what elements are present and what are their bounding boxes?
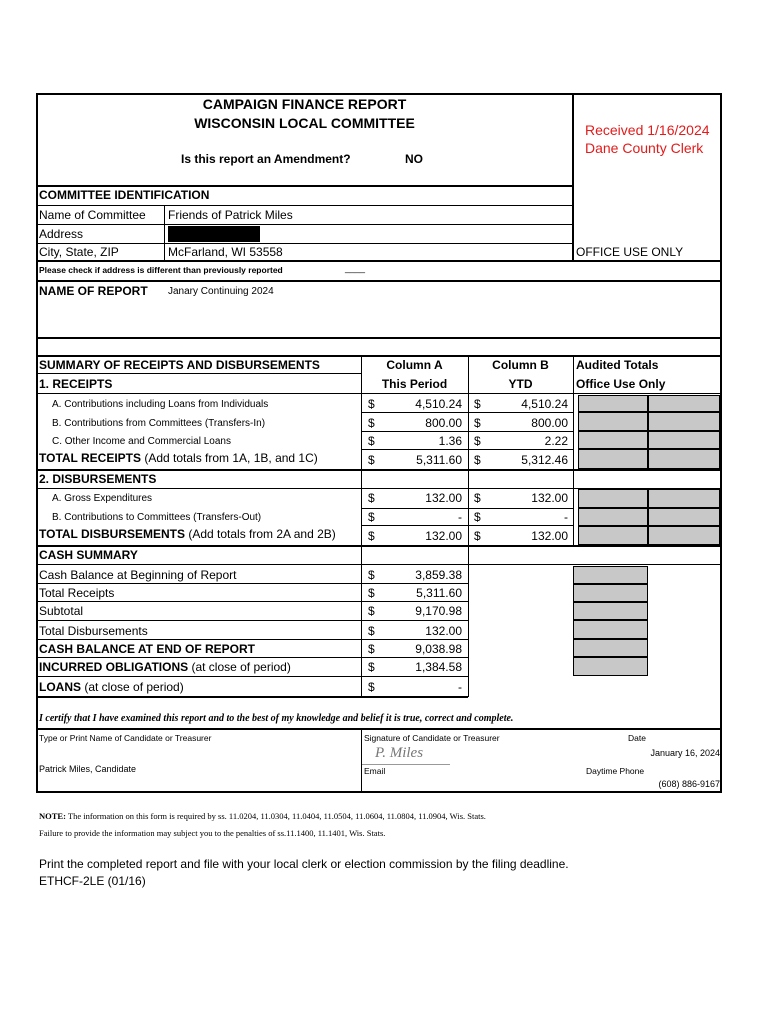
total-receipts-dollar-b: $ bbox=[474, 453, 481, 467]
total-disbursements-col-b: 132.00 bbox=[531, 529, 568, 543]
total-receipts-col-a: 5,311.60 bbox=[416, 453, 462, 467]
audit-cell bbox=[578, 395, 648, 412]
receipt-row-c-col-b: 2.22 bbox=[544, 434, 568, 448]
receipt-row-c-dollar-a: $ bbox=[368, 434, 375, 448]
cash-row-beginning-value: 3,859.38 bbox=[415, 568, 462, 582]
cash-row-beginning-label: Cash Balance at Beginning of Report bbox=[39, 568, 237, 582]
total-receipts-dollar-a: $ bbox=[368, 453, 375, 467]
receipt-row-a-dollar-b: $ bbox=[474, 397, 481, 411]
date-value: January 16, 2024 bbox=[650, 748, 720, 758]
audit-cell bbox=[648, 431, 720, 449]
address-redaction bbox=[168, 226, 260, 242]
audit-cell bbox=[578, 508, 648, 526]
total-receipts-label: TOTAL RECEIPTS (Add totals from 1A, 1B, and 1C) bbox=[39, 451, 318, 465]
audit-cash-cell bbox=[573, 657, 648, 676]
audit-cash-cell bbox=[573, 620, 648, 639]
receipt-row-b-label: B. Contributions from Committees (Transfers-In) bbox=[52, 418, 266, 429]
cash-row-beginning-dollar: $ bbox=[368, 568, 375, 582]
cash-row-obligations-label: INCURRED OBLIGATIONS (at close of period) bbox=[39, 660, 291, 674]
audit-cash-cell bbox=[573, 566, 648, 584]
disbursement-row-b-col-b: - bbox=[564, 510, 568, 524]
cash-row-ending-dollar: $ bbox=[368, 642, 375, 656]
committee-name-value: Friends of Patrick Miles bbox=[168, 208, 293, 222]
column-a-heading: Column A bbox=[386, 358, 443, 372]
cash-row-receipts-label: Total Receipts bbox=[39, 586, 115, 600]
audit-cell bbox=[578, 489, 648, 508]
disbursement-row-a-col-b: 132.00 bbox=[531, 491, 568, 505]
cash-row-subtotal-value: 9,170.98 bbox=[415, 604, 462, 618]
disbursement-row-a-dollar-b: $ bbox=[474, 491, 481, 505]
email-label: Email bbox=[364, 766, 386, 776]
column-b-heading: Column B bbox=[492, 358, 549, 372]
cash-row-obligations-dollar: $ bbox=[368, 660, 375, 674]
audit-cash-cell bbox=[573, 584, 648, 602]
receipt-row-a-col-a: 4,510.24 bbox=[415, 397, 462, 411]
disbursement-row-b-dollar-b: $ bbox=[474, 510, 481, 524]
signature-label: Signature of Candidate or Treasurer bbox=[364, 733, 500, 743]
audit-cell bbox=[648, 395, 720, 412]
cash-row-receipts-dollar: $ bbox=[368, 586, 375, 600]
audit-cell bbox=[648, 489, 720, 508]
cash-row-loans-value: - bbox=[458, 680, 462, 694]
received-stamp-line2: Dane County Clerk bbox=[585, 140, 704, 156]
phone-value: (608) 886-9167 bbox=[658, 779, 720, 789]
audit-cell bbox=[648, 412, 720, 431]
address-label: Address bbox=[39, 227, 84, 241]
column-b-subheading: YTD bbox=[508, 377, 533, 391]
audit-cash-cell bbox=[573, 602, 648, 620]
committee-name-label: Name of Committee bbox=[39, 208, 146, 222]
receipt-row-b-dollar-a: $ bbox=[368, 416, 375, 430]
receipt-row-a-label: A. Contributions including Loans from Individuals bbox=[52, 399, 269, 410]
summary-heading: SUMMARY OF RECEIPTS AND DISBURSEMENTS bbox=[39, 358, 320, 372]
audited-office-use: Office Use Only bbox=[576, 377, 666, 391]
disbursement-row-a-dollar-a: $ bbox=[368, 491, 375, 505]
receipt-row-a-dollar-a: $ bbox=[368, 397, 375, 411]
total-disbursements-col-a: 132.00 bbox=[425, 529, 462, 543]
form-subtitle: WISCONSIN LOCAL COMMITTEE bbox=[194, 115, 415, 131]
phone-label: Daytime Phone bbox=[586, 766, 645, 776]
office-use-divider bbox=[572, 93, 574, 261]
report-name-label: NAME OF REPORT bbox=[39, 284, 148, 298]
disbursement-row-b-label: B. Contributions to Committees (Transfers-Out) bbox=[52, 512, 262, 523]
cash-row-receipts-value: 5,311.60 bbox=[416, 586, 462, 600]
address-check-note: Please check if address is different than previously reported bbox=[39, 265, 283, 275]
address-check-blank: ____ bbox=[345, 263, 366, 273]
cash-row-loans-label: LOANS (at close of period) bbox=[39, 680, 184, 694]
committee-id-heading: COMMITTEE IDENTIFICATION bbox=[39, 188, 210, 202]
receipt-row-a-col-b: 4,510.24 bbox=[521, 397, 568, 411]
receipt-row-c-label: C. Other Income and Commercial Loans bbox=[52, 436, 231, 447]
city-value: McFarland, WI 53558 bbox=[168, 245, 283, 259]
cash-row-subtotal-label: Subtotal bbox=[39, 604, 84, 618]
signature: P. Miles bbox=[375, 745, 424, 761]
audit-cell bbox=[648, 508, 720, 526]
receipt-row-b-col-a: 800.00 bbox=[425, 416, 462, 430]
cash-row-obligations-value: 1,384.58 bbox=[415, 660, 462, 674]
city-label: City, State, ZIP bbox=[39, 245, 119, 259]
disbursement-row-a-label: A. Gross Expenditures bbox=[52, 493, 153, 504]
column-a-subheading: This Period bbox=[381, 377, 448, 391]
cash-row-disbursements-label: Total Disbursements bbox=[39, 624, 148, 638]
audit-cash-cell bbox=[573, 639, 648, 657]
cash-row-subtotal-dollar: $ bbox=[368, 604, 375, 618]
audit-cell bbox=[578, 526, 648, 545]
report-name-value: Janary Continuing 2024 bbox=[168, 286, 274, 297]
disbursement-row-b-dollar-a: $ bbox=[368, 510, 375, 524]
audit-cell bbox=[578, 412, 648, 431]
audit-cell bbox=[578, 431, 648, 449]
audit-cell bbox=[648, 526, 720, 545]
form-title: CAMPAIGN FINANCE REPORT bbox=[202, 96, 407, 112]
office-use-only-label: OFFICE USE ONLY bbox=[576, 245, 684, 259]
receipt-row-c-col-a: 1.36 bbox=[438, 434, 462, 448]
print-name-label: Type or Print Name of Candidate or Treasurer bbox=[39, 733, 212, 743]
cash-summary-heading: CASH SUMMARY bbox=[39, 548, 138, 562]
cash-row-ending-value: 9,038.98 bbox=[415, 642, 462, 656]
cash-row-disbursements-dollar: $ bbox=[368, 624, 375, 638]
receipts-heading: 1. RECEIPTS bbox=[39, 377, 113, 391]
footer-print-instruction: Print the completed report and file with your local clerk or election commission by the filing deadline. bbox=[39, 857, 569, 871]
audited-totals-heading: Audited Totals bbox=[576, 358, 659, 372]
total-disbursements-dollar-a: $ bbox=[368, 529, 375, 543]
cash-row-ending-label: CASH BALANCE AT END OF REPORT bbox=[39, 642, 255, 656]
audit-cell bbox=[578, 449, 648, 469]
amendment-answer: NO bbox=[405, 152, 423, 166]
footer-penalty: Failure to provide the information may subject you to the penalties of ss.11.1400, 11.1401, Wis. Stats. bbox=[39, 828, 386, 838]
total-disbursements-label: TOTAL DISBURSEMENTS (Add totals from 2A and 2B) bbox=[39, 527, 336, 541]
cash-row-disbursements-value: 132.00 bbox=[425, 624, 462, 638]
received-stamp-line1: Received 1/16/2024 bbox=[585, 122, 710, 138]
receipt-row-c-dollar-b: $ bbox=[474, 434, 481, 448]
total-disbursements-dollar-b: $ bbox=[474, 529, 481, 543]
print-name-value: Patrick Miles, Candidate bbox=[39, 764, 137, 774]
disbursements-heading: 2. DISBURSEMENTS bbox=[39, 472, 157, 486]
certification-statement: I certify that I have examined this report and to the best of my knowledge and belief it is true, correct and complete. bbox=[39, 713, 514, 724]
form-id: ETHCF-2LE (01/16) bbox=[39, 874, 146, 888]
disbursement-row-b-col-a: - bbox=[458, 510, 462, 524]
disbursement-row-a-col-a: 132.00 bbox=[425, 491, 462, 505]
footer-note: NOTE: The information on this form is required by ss. 11.0204, 11.0304, 11.0404, 11.0504, 11.0604, 11.0804, 11.0904, Wis. Stats. bbox=[39, 811, 486, 821]
total-receipts-col-b: 5,312.46 bbox=[521, 453, 568, 467]
audit-cell bbox=[648, 449, 720, 469]
receipt-row-b-dollar-b: $ bbox=[474, 416, 481, 430]
cash-row-loans-dollar: $ bbox=[368, 680, 375, 694]
receipt-row-b-col-b: 800.00 bbox=[531, 416, 568, 430]
amendment-question: Is this report an Amendment? bbox=[181, 152, 351, 166]
date-label: Date bbox=[628, 733, 646, 743]
